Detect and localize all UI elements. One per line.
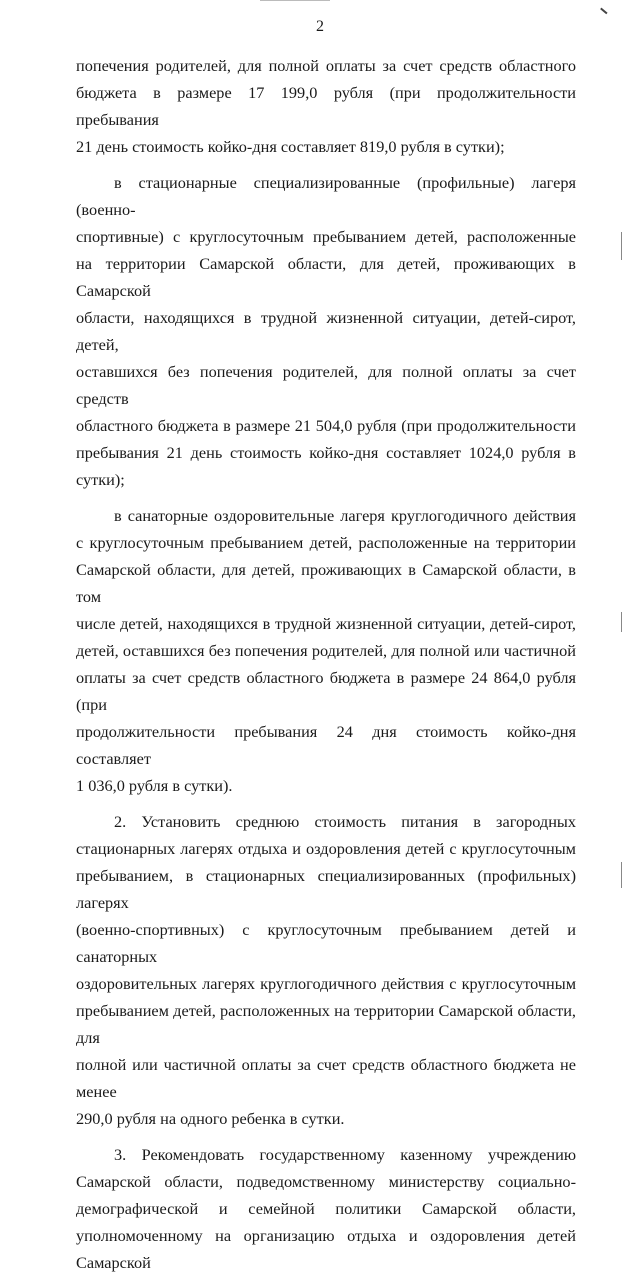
paragraph-line: оплаты за счет средств областного бюджета в размере 24 864,0 рубля (при: [76, 668, 576, 714]
paragraph-line: Самарской области, для детей, проживающих в Самарской области, в том: [76, 560, 576, 606]
paragraph-line: с круглосуточным пребыванием детей, расположенные на территории: [76, 533, 576, 552]
scan-artifact-edge-line: [621, 862, 622, 888]
paragraph-line: Самарской области, подведомственному министерству социально-: [76, 1172, 576, 1191]
scan-artifact-corner-mark: [600, 8, 607, 14]
paragraph-line: спортивные) с круглосуточным пребыванием детей, расположенные: [76, 227, 576, 246]
paragraph-line: 3. Рекомендовать государственному казенному учреждению: [114, 1145, 576, 1164]
scan-artifact-edge-line: [621, 232, 622, 260]
paragraph-line: 21 день стоимость койко-дня составляет 819,0 рубля в сутки);: [76, 137, 505, 156]
paragraph-line: 290,0 рубля на одного ребенка в сутки.: [76, 1109, 345, 1128]
paragraph-gap: [76, 1132, 576, 1141]
paragraph-line: бюджета в размере 17 199,0 рубля (при продолжительности пребывания: [76, 83, 576, 129]
paragraph-line: 2. Установить среднюю стоимость питания в загородных: [114, 812, 576, 831]
paragraph-gap: [76, 799, 576, 808]
document-body: [76, 52, 576, 1276]
paragraph-line: на территории Самарской области, для детей, проживающих в Самарской: [76, 254, 576, 300]
paragraph-line: пребыванием, в стационарных специализированных (профильных) лагерях: [76, 866, 576, 912]
paragraph-line: числе детей, находящихся в трудной жизненной ситуации, детей-сирот,: [76, 614, 576, 633]
paragraph-line: продолжительности пребывания 24 дня стоимость койко-дня составляет: [76, 722, 576, 768]
paragraph-line: (военно-спортивных) с круглосуточным пребыванием детей и санаторных: [76, 920, 576, 966]
paragraph-line: демографической и семейной политики Самарской области,: [76, 1199, 576, 1218]
paragraph-line: стационарных лагерях отдыха и оздоровления детей с круглосуточным: [76, 839, 576, 858]
paragraph-gap: [76, 160, 576, 169]
page-number: 2: [316, 18, 324, 35]
paragraph-line: оздоровительных лагерях круглогодичного действия с круглосуточным: [76, 974, 576, 993]
scan-artifact-top: [260, 0, 330, 1]
paragraph-line: пребыванием детей, расположенных на территории Самарской области, для: [76, 1001, 576, 1047]
paragraph-line: 1 036,0 рубля в сутки).: [76, 776, 233, 795]
paragraph-line: пребывания 21 день стоимость койко-дня составляет 1024,0 рубля в сутки);: [76, 443, 576, 489]
paragraph-line: в санаторные оздоровительные лагеря круглогодичного действия: [114, 506, 576, 525]
paragraph-line: уполномоченному на организацию отдыха и оздоровления детей Самарской: [76, 1226, 576, 1272]
paragraph-gap: [76, 493, 576, 502]
paragraph-line: областного бюджета в размере 21 504,0 рубля (при продолжительности: [76, 416, 576, 435]
paragraph-line: детей, оставшихся без попечения родителей, для полной или частичной: [76, 641, 576, 660]
paragraph-line: попечения родителей, для полной оплаты за счет средств областного: [76, 56, 576, 75]
paragraph-line: области, находящихся в трудной жизненной ситуации, детей-сирот, детей,: [76, 308, 576, 354]
scan-artifact-edge-line: [621, 612, 622, 632]
paragraph-line: в стационарные специализированные (профильные) лагеря (военно-: [76, 173, 576, 219]
paragraph-line: оставшихся без попечения родителей, для полной оплаты за счет средств: [76, 362, 576, 408]
paragraph-line: полной или частичной оплаты за счет средств областного бюджета не менее: [76, 1055, 576, 1101]
